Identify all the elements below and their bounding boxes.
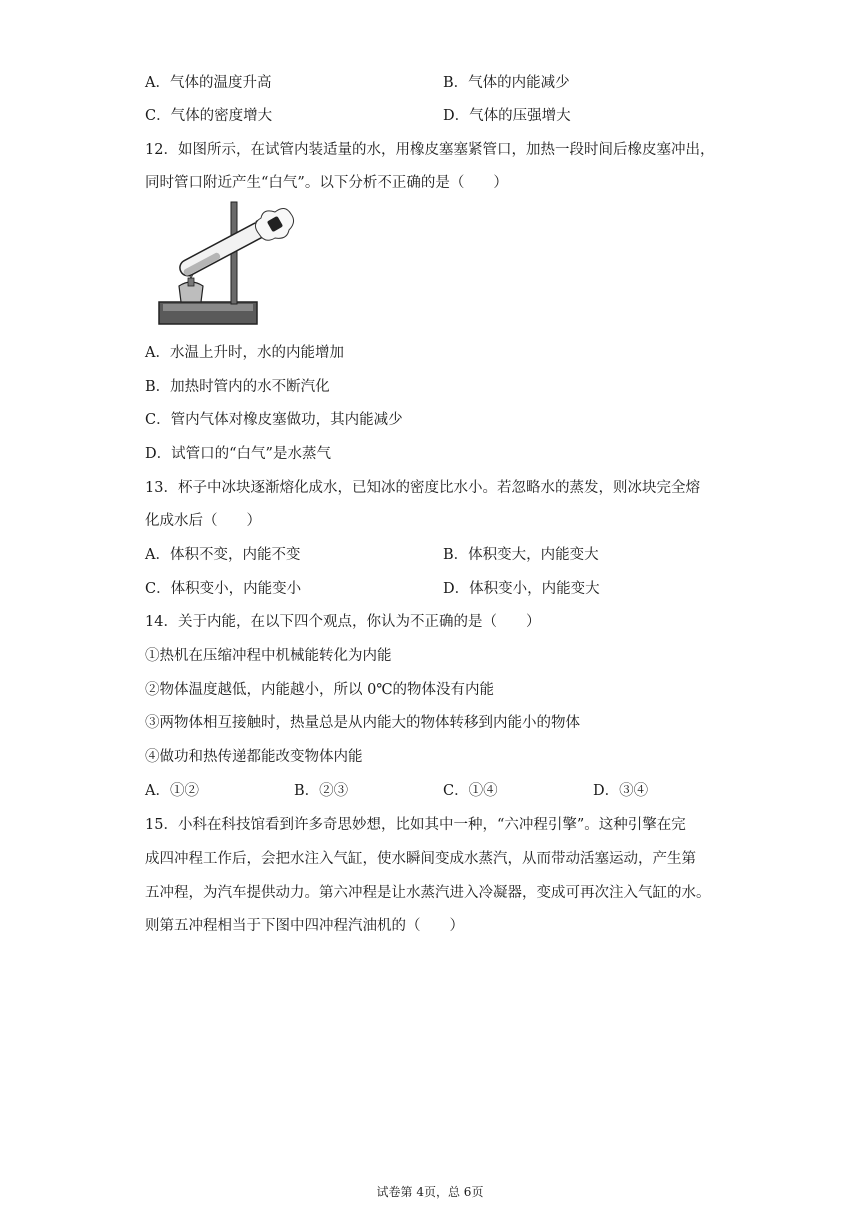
q13-option-d: D．体积变小，内能变大 [443, 581, 600, 597]
q12-stem-line2: 同时管口附近产生“白气”。以下分析不正确的是（ ） [145, 175, 508, 191]
q12-option-a: A．水温上升时，水的内能增加 [145, 345, 344, 361]
q13-option-b: B．体积变大，内能变大 [443, 547, 599, 563]
test-tube-apparatus-figure [155, 198, 295, 331]
q14-option-a: A．①② [145, 783, 199, 799]
q12-stem-line1: 12．如图所示，在试管内装适量的水，用橡皮塞塞紧管口，加热一段时间后橡皮塞冲出， [145, 142, 715, 158]
page-footer: 试卷第 4页，总 6页 [376, 1185, 484, 1199]
q12-option-d: D．试管口的“白气”是水蒸气 [145, 446, 331, 462]
q12-option-c: C．管内气体对橡皮塞做功，其内能减少 [145, 412, 403, 428]
q11-option-d: D．气体的压强增大 [443, 108, 571, 124]
q12-option-b: B．加热时管内的水不断汽化 [145, 379, 330, 395]
q15-line3: 五冲程，为汽车提供动力。第六冲程是让水蒸汽进入冷凝器，变成可再次注入气缸的水。 [145, 885, 711, 901]
q14-statement-1: ①热机在压缩冲程中机械能转化为内能 [145, 648, 392, 664]
q13-option-c: C．体积变小，内能变小 [145, 581, 302, 597]
q15-line1: 15．小科在科技馆看到许多奇思妙想，比如其中一种，“六冲程引擎”。这种引擎在完 [145, 817, 686, 833]
q14-option-c: C．①④ [443, 783, 498, 799]
q14-option-d: D．③④ [593, 783, 649, 799]
q13-option-a: A．体积不变，内能不变 [145, 547, 301, 563]
q14-statement-3: ③两物体相互接触时，热量总是从内能大的物体转移到内能小的物体 [145, 715, 580, 731]
q15-line2: 成四冲程工作后，会把水注入气缸，使水瞬间变成水蒸汽，从而带动活塞运动，产生第 [145, 851, 696, 867]
q14-option-b: B．②③ [294, 783, 349, 799]
q15-line4: 则第五冲程相当于下图中四冲程汽油机的（ ） [145, 918, 464, 934]
q13-stem-line2: 化成水后（ ） [145, 513, 261, 529]
q14-statement-2: ②物体温度越低，内能越小，所以 0℃的物体没有内能 [145, 682, 495, 698]
q11-option-c: C．气体的密度增大 [145, 108, 273, 124]
q11-option-b: B．气体的内能减少 [443, 75, 570, 91]
q13-stem-line1: 13．杯子中冰块逐渐熔化成水，已知冰的密度比水小。若忽略水的蒸发，则冰块完全熔 [145, 480, 700, 496]
q14-statement-4: ④做功和热传递都能改变物体内能 [145, 749, 363, 765]
q11-option-a: A．气体的温度升高 [145, 75, 272, 91]
q14-stem: 14．关于内能，在以下四个观点，你认为不正确的是（ ） [145, 614, 541, 630]
